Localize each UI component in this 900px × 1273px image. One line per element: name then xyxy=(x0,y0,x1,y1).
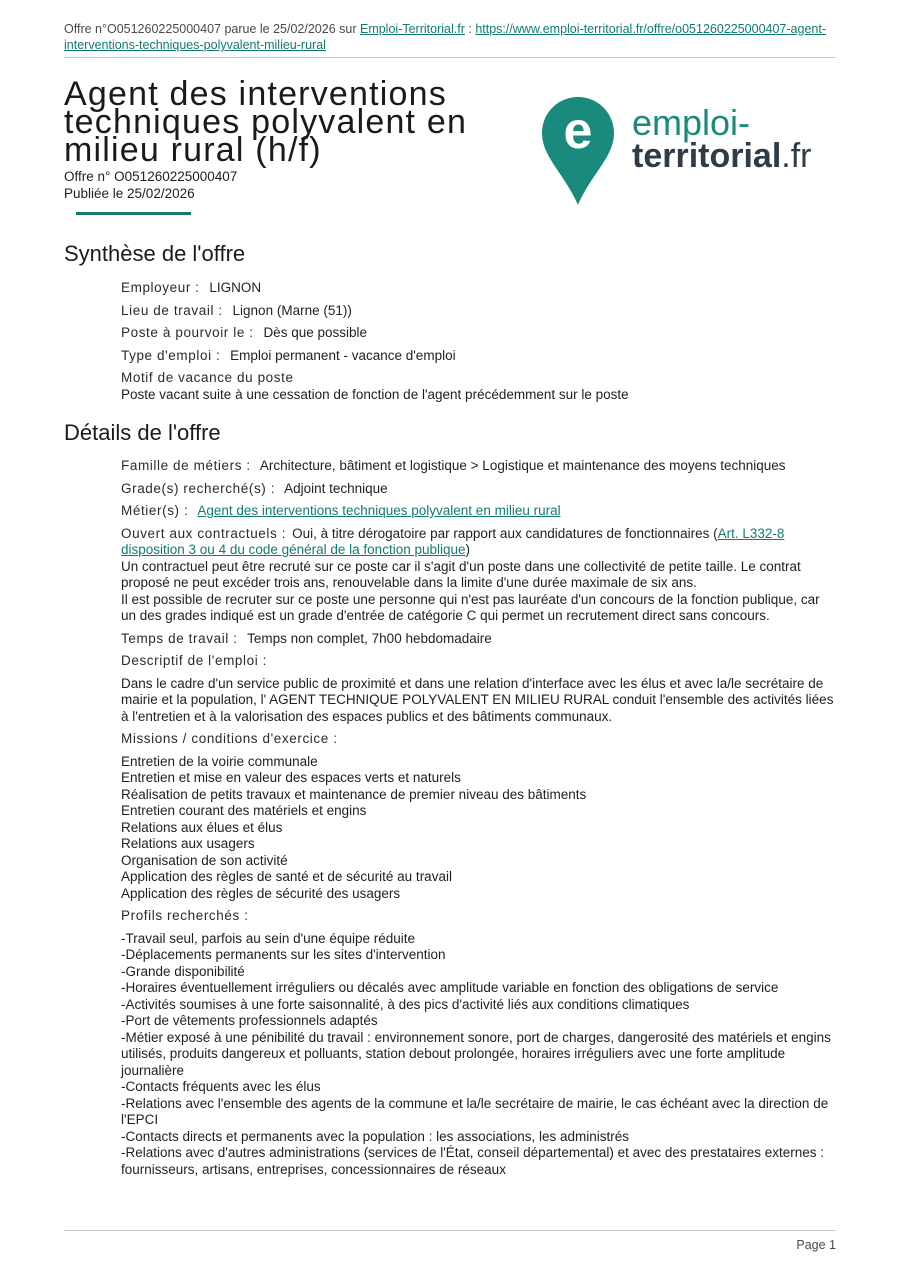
employeur-value: LIGNON xyxy=(209,280,262,295)
missions-label: Missions / conditions d'exercice : xyxy=(121,731,338,746)
ouvert-paragraph-1: Un contractuel peut être recruté sur ce poste car il s'agit d'un poste dans une collectivité de petite taille. Le contrat proposé ne peut excéder trois ans, renouvelable dans la limite d'une durée maximale de six ans. xyxy=(121,558,801,590)
type-value: Emploi permanent - vacance d'emploi xyxy=(230,347,456,363)
poste-value: Dès que possible xyxy=(263,325,368,340)
footer-rule xyxy=(64,1230,836,1231)
mission-item: Organisation de son activité xyxy=(121,852,288,868)
famille-row xyxy=(121,458,836,475)
source-prefix: Offre n°O051260225000407 parue le 25/02/2026 sur xyxy=(64,22,357,36)
logo-letter: e xyxy=(563,102,593,160)
mission-item: Entretien courant des matériels et engins xyxy=(121,803,367,818)
profil-item: -Contacts directs et permanents avec la population : les associations, les administrés xyxy=(121,1128,629,1144)
motif-value: Poste vacant suite à une cessation de fonction de l'agent précédemment sur le poste xyxy=(121,386,629,402)
famille-label: Famille de métiers : xyxy=(121,458,251,473)
offer-number: Offre n° O051260225000407 xyxy=(64,169,238,184)
famille-value: Architecture, bâtiment et logistique > Logistique et maintenance des moyens techniques xyxy=(259,458,786,473)
ouvert-close: ) xyxy=(465,542,471,557)
synthese-section xyxy=(121,280,836,409)
poste-row xyxy=(121,325,836,342)
poste-label: Poste à pourvoir le : xyxy=(121,325,254,340)
lieu-value: Lignon (Marne (51)) xyxy=(232,302,352,318)
profil-item: -Contacts fréquents avec les élus xyxy=(121,1079,321,1094)
profil-item: -Relations avec d'autres administrations (services de l'État, conseil départemental) et avec des prestataires externes : fournisseurs, artisans, entreprises, concessionnaires de réseaux xyxy=(121,1145,824,1177)
mission-item: Application des règles de sécurité des usagers xyxy=(121,885,401,901)
ouvert-value: Oui, à titre dérogatoire par rapport aux candidatures de fonctionnaires ( xyxy=(292,525,718,541)
logo-word-emploi: emploi- xyxy=(632,102,751,143)
lieu-label: Lieu de travail : xyxy=(121,302,223,318)
profils-block xyxy=(121,908,836,1178)
profil-item: -Déplacements permanents sur les sites d'intervention xyxy=(121,947,446,962)
employeur-label: Employeur : xyxy=(121,280,200,295)
profil-item: -Métier exposé à une pénibilité du travail : environnement sonore, port de charges, dangerosité des matériels et engins utilisés, produits dangereux et polluants, station debout prolongée, horaires irréguliers avec une forte amplitude journalière xyxy=(121,1029,831,1078)
source-line xyxy=(64,21,836,58)
mission-item: Application des règles de santé et de sécurité au travail xyxy=(121,869,452,884)
missions-list xyxy=(121,754,836,903)
logo-word-territorial: territorial.fr xyxy=(632,137,812,175)
ouvert-paragraph-2: Il est possible de recruter sur ce poste une personne qui n'est pas lauréate d'un concours de la fonction publique, car un des grades indiqué est un grade d'entrée de catégorie C qui permet un recrutement direct sans concours. xyxy=(121,591,820,623)
ouvert-row xyxy=(121,526,836,625)
grade-row xyxy=(121,481,836,498)
offer-url-link[interactable]: https://www.emploi-territorial.fr/offre/o051260225000407-agent-interventions-techniques-polyvalent-milieu-rural xyxy=(64,22,826,52)
title-underline xyxy=(76,212,191,215)
title-block xyxy=(64,75,534,202)
employeur-row xyxy=(121,280,836,297)
descriptif-label: Descriptif de l'emploi : xyxy=(121,653,268,668)
metier-link[interactable]: Agent des interventions techniques polyvalent en milieu rural xyxy=(197,503,561,518)
grade-value: Adjoint technique xyxy=(284,480,388,496)
ouvert-label: Ouvert aux contractuels : xyxy=(121,525,287,541)
descriptif-text: Dans le cadre d'un service public de proximité et dans une relation d'interface avec les élus et avec la/le secrétaire de mairie et la population, l' AGENT TECHNIQUE POLYVALENT EN MILIEU RURAL conduit l'ensemble des activités liées à l'entretien et à la valorisation des espaces publics et des bâtiments communaux. xyxy=(121,675,834,724)
mission-item: Relations aux usagers xyxy=(121,836,255,851)
profils-label: Profils recherchés : xyxy=(121,908,249,923)
temps-value: Temps non complet, 7h00 hebdomadaire xyxy=(247,630,492,646)
profil-item: -Relations avec l'ensemble des agents de la commune et la/le secrétaire de mairie, le cas échéant avec la direction de l'EPCI xyxy=(121,1095,829,1127)
profil-item: -Grande disponibilité xyxy=(121,963,245,979)
page-title: Agent des interventions techniques polyvalent en milieu rural (h/f) xyxy=(64,75,468,169)
emploi-territorial-logo xyxy=(540,95,830,207)
synthese-heading: Synthèse de l'offre xyxy=(64,241,246,266)
details-section xyxy=(121,458,836,1184)
profil-item: -Horaires éventuellement irréguliers ou décalés avec amplitude variable en fonction des obligations de service xyxy=(121,980,779,995)
mission-item: Entretien de la voirie communale xyxy=(121,753,318,769)
mission-item: Entretien et mise en valeur des espaces verts et naturels xyxy=(121,770,461,785)
publication-date: Publiée le 25/02/2026 xyxy=(64,186,195,201)
temps-row xyxy=(121,631,836,648)
profil-item: -Port de vêtements professionnels adaptés xyxy=(121,1013,378,1028)
profils-list xyxy=(121,931,836,1179)
type-row xyxy=(121,348,836,365)
article-link[interactable]: Art. L332-8 disposition 3 ou 4 du code général de la fonction publique xyxy=(121,525,785,557)
site-link[interactable]: Emploi-Territorial.fr xyxy=(359,22,465,36)
source-separator: : xyxy=(468,22,472,36)
type-label: Type d'emploi : xyxy=(121,347,221,363)
grade-label: Grade(s) recherché(s) : xyxy=(121,480,276,496)
lieu-row xyxy=(121,303,836,320)
mission-item: Relations aux élues et élus xyxy=(121,819,283,835)
mission-item: Réalisation de petits travaux et maintenance de premier niveau des bâtiments xyxy=(121,786,587,802)
motif-label: Motif de vacance du poste xyxy=(121,370,294,385)
profil-item: -Activités soumises à une forte saisonnalité, à des pics d'activité liés aux conditions climatiques xyxy=(121,996,690,1012)
motif-row xyxy=(121,370,836,403)
temps-label: Temps de travail : xyxy=(121,630,238,646)
page-number: Page 1 xyxy=(796,1238,836,1252)
metier-row xyxy=(121,503,836,520)
missions-block xyxy=(121,731,836,902)
metier-label: Métier(s) : xyxy=(121,503,189,518)
details-heading: Détails de l'offre xyxy=(64,420,221,445)
profil-item: -Travail seul, parfois au sein d'une équipe réduite xyxy=(121,930,416,946)
descriptif-block xyxy=(121,653,836,725)
